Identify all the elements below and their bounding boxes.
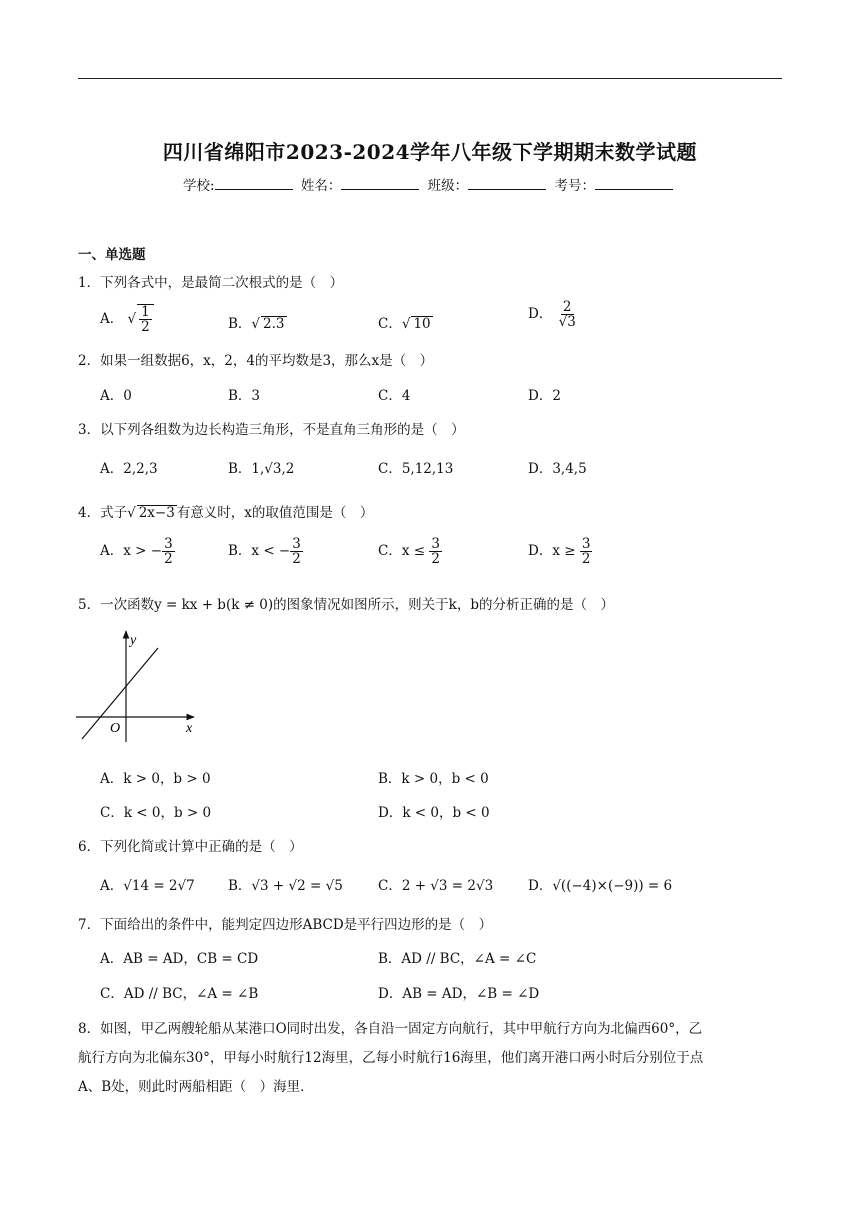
question-7-stem: 7．下面给出的条件中，能判定四边形ABCD是平行四边形的是（ ） — [78, 917, 493, 933]
question-5-stem: 5．一次函数y = kx + b(k ≠ 0)的图象情况如图所示，则关于k，b的分析正确的是（ ） — [78, 597, 614, 613]
question-5-option-a: A．k > 0，b > 0 — [100, 771, 211, 787]
question-1-option-b: B．√ 2.3 — [228, 316, 285, 332]
question-6-option-a: A．√14 = 2√7 — [100, 878, 195, 894]
question-5-option-b: B．k > 0，b < 0 — [378, 771, 489, 787]
question-3-option-b: B．1,√3,2 — [228, 461, 295, 477]
question-2-stem: 2．如果一组数据6，x，2，4的平均数是3，那么x是（ ） — [78, 353, 434, 369]
page-title: 四川省绵阳市2023-2024学年八年级下学期期末数学试题 — [162, 140, 698, 164]
number-blank — [595, 177, 673, 190]
question-3-stem: 3．以下列各组数为边长构造三角形，不是直角三角形的是（ ） — [78, 422, 465, 438]
question-1-option-c: C．√ 10 — [378, 316, 431, 332]
name-label: 姓名： — [300, 178, 342, 194]
question-4-option-c: C．x ≤ $\frac{3}{2}$ — [378, 536, 440, 568]
question-8-line-2: 航行方向为北偏东30°，甲每小时航行12海里，乙每小时航行16海里，他们离开港口两小时后分别位于点 — [78, 1050, 704, 1066]
question-5-option-d: D．k < 0，b < 0 — [378, 805, 490, 821]
question-3-option-c: C．5,12,13 — [378, 461, 454, 477]
question-7-option-c: C．AD // BC，∠A = ∠B — [100, 986, 259, 1002]
question-1-option-a: A． √ $\frac{1}{2}$ — [100, 304, 154, 334]
question-6-option-c: C．2 + √3 = 2√3 — [378, 878, 494, 894]
y-axis-label: y — [130, 633, 137, 648]
question-6-option-b: B．√3 + √2 = √5 — [228, 878, 343, 894]
question-6-option-d: D．√((−4)×(−9)) = 6 — [528, 878, 673, 894]
question-7-option-b: B．AD // BC，∠A = ∠C — [378, 951, 537, 967]
question-1-stem: 1．下列各式中，是最简二次根式的是（ ） — [78, 275, 344, 291]
class-label: 班级： — [427, 178, 469, 194]
question-4-stem: 4．式子√ 2x−3 有意义时，x的取值范围是（ ） — [78, 505, 374, 521]
class-blank — [468, 177, 546, 190]
question-1-option-d: D． $\frac{2}{√3}$ — [528, 299, 576, 331]
question-2-option-a: A．0 — [100, 388, 132, 404]
number-label: 考号： — [554, 178, 595, 194]
question-4-option-d: D．x ≥ $\frac{3}{2}$ — [528, 536, 591, 568]
name-blank — [341, 177, 419, 190]
question-8-line-1: 8．如图，甲乙两艘轮船从某港口O同时出发，各自沿一固定方向航行，其中甲航行方向为北偏西60°，乙 — [78, 1021, 703, 1037]
section-title: 一、单选题 — [78, 247, 146, 263]
question-7-option-d: D．AB = AD，∠B = ∠D — [378, 986, 540, 1002]
origin-label: O — [110, 721, 121, 736]
school-blank — [215, 177, 293, 190]
question-2-option-b: B．3 — [228, 388, 261, 404]
question-2-option-d: D．2 — [528, 388, 561, 404]
x-axis-label: x — [186, 721, 193, 736]
linear-function-graph — [74, 628, 204, 748]
question-6-stem: 6．下列化简或计算中正确的是（ ） — [78, 839, 303, 855]
question-5-option-c: C．k < 0，b > 0 — [100, 805, 212, 821]
question-2-option-c: C．4 — [378, 388, 411, 404]
question-4-option-b: B．x < − $\frac{3}{2}$ — [228, 536, 301, 568]
school-label: 学校: — [183, 178, 215, 194]
question-3-option-a: A．2,2,3 — [100, 461, 158, 477]
question-8-line-3: A、B处，则此时两船相距（ ）海里． — [78, 1079, 314, 1095]
question-4-option-a: A．x > − $\frac{3}{2}$ — [100, 536, 173, 568]
header-rule — [78, 78, 782, 79]
question-3-option-d: D．3,4,5 — [528, 461, 587, 477]
student-info-line — [0, 174, 860, 194]
question-7-option-a: A．AB = AD，CB = CD — [100, 951, 259, 967]
